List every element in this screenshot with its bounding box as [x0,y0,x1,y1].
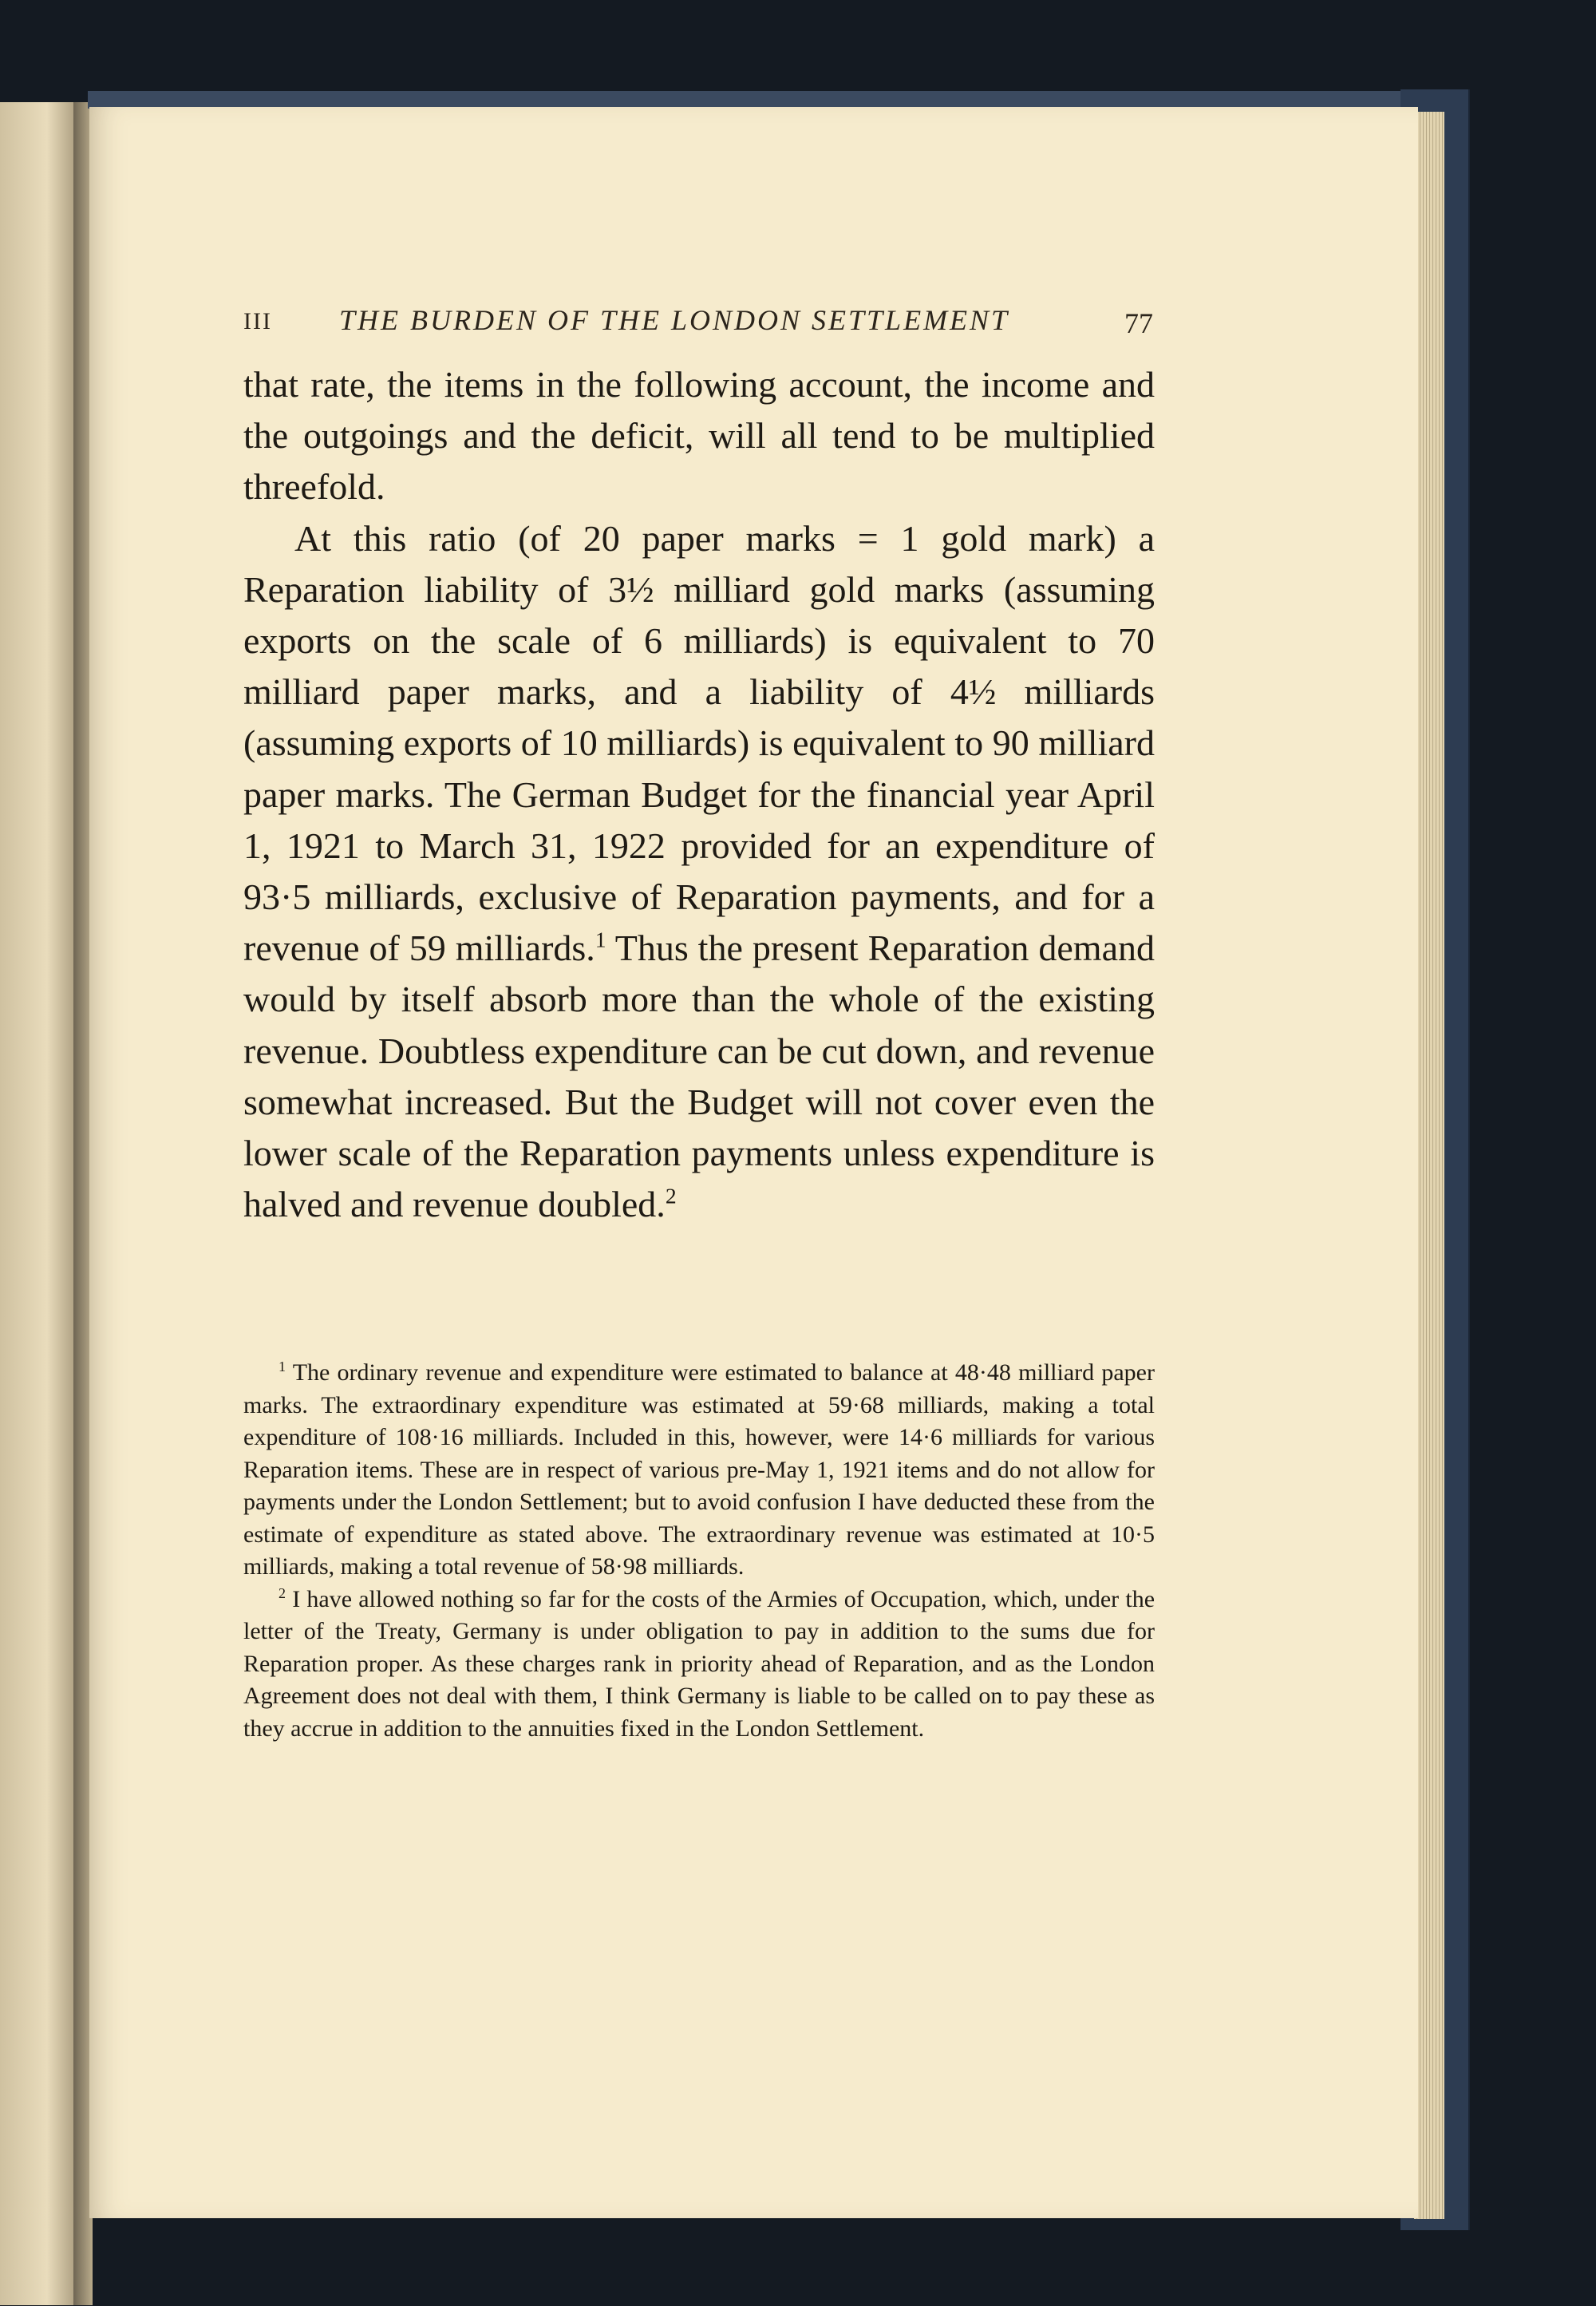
paragraph-text: Thus the present Reparation demand would by itself absorb more than the whole of the existing revenue. Doubtless expenditure can be cut down, and revenue somewhat increased. But the Budget will not cover even the lower scale of the Reparation payments unless expenditure is halved and revenue doubled. [243,928,1155,1225]
footnote [243,1357,1155,1584]
paragraph-text: At this ratio (of 20 paper marks = 1 gold mark) a Reparation liability of 3½ milliard gold marks (assuming exports on the scale of 6 milliards) is equivalent to 70 milliard paper marks, and a liability of 4½ milliards (assuming exports of 10 milliards) is equivalent to 90 milliard paper marks. The German Budget for the financial year April 1, 1921 to March 31, 1922 provided for an expenditure of 93·5 milliards, exclusive of Reparation payments, and for a revenue of 59 milliards. [243,517,1155,969]
paragraph: that rate, the items in the following account, the income and the outgoings and the deficit, will all tend to be multiplied threefold. [243,364,1155,508]
running-title: THE BURDEN OF THE LONDON SETTLEMENT [339,304,1010,336]
footnote-marker: 1 [279,1359,286,1375]
chapter-number: III [243,308,272,334]
body-text [243,359,1155,1230]
page-stack-edges [1414,112,1444,2219]
footnote [243,1584,1155,1746]
footnote-text: The ordinary revenue and expenditure were estimated to balance at 48·48 milliard paper marks. The extraordinary expenditure was estimated at 59·68 milliards, making a total expenditure of 108·16 milliards. Included in this, however, were 14·6 milliards for various Reparation items. These are in respect of various pre-May 1, 1921 items and do not allow for payments under the London Settlement; but to avoid confusion I have deducted these from the estimate of expenditure as stated above. The extraordinary revenue was estimated at 10·5 milliards, making a total revenue of 58·98 milliards. [243,1359,1155,1580]
footnote-marker: 2 [279,1584,286,1601]
footnotes [243,1357,1155,1745]
book-cover-top [88,91,1468,109]
page-number: 77 [1124,307,1153,339]
paragraph [243,513,1155,1231]
footnote-ref: 2 [665,1183,677,1208]
footnote-text: I have allowed nothing so far for the costs of the Armies of Occupation, which, under the letter of the Treaty, Germany is under obligation to pay in addition to the sums due for Reparation proper. As these charges rank in priority ahead of Reparation, and as the London Agreement does not deal with them, I think Germany is liable to be called on to pay these as they accrue in addition to the annuities fixed in the London Settlement. [243,1585,1156,1742]
facing-page-edge [0,102,78,2305]
running-head [243,303,1153,342]
footnote-ref: 1 [595,927,606,952]
